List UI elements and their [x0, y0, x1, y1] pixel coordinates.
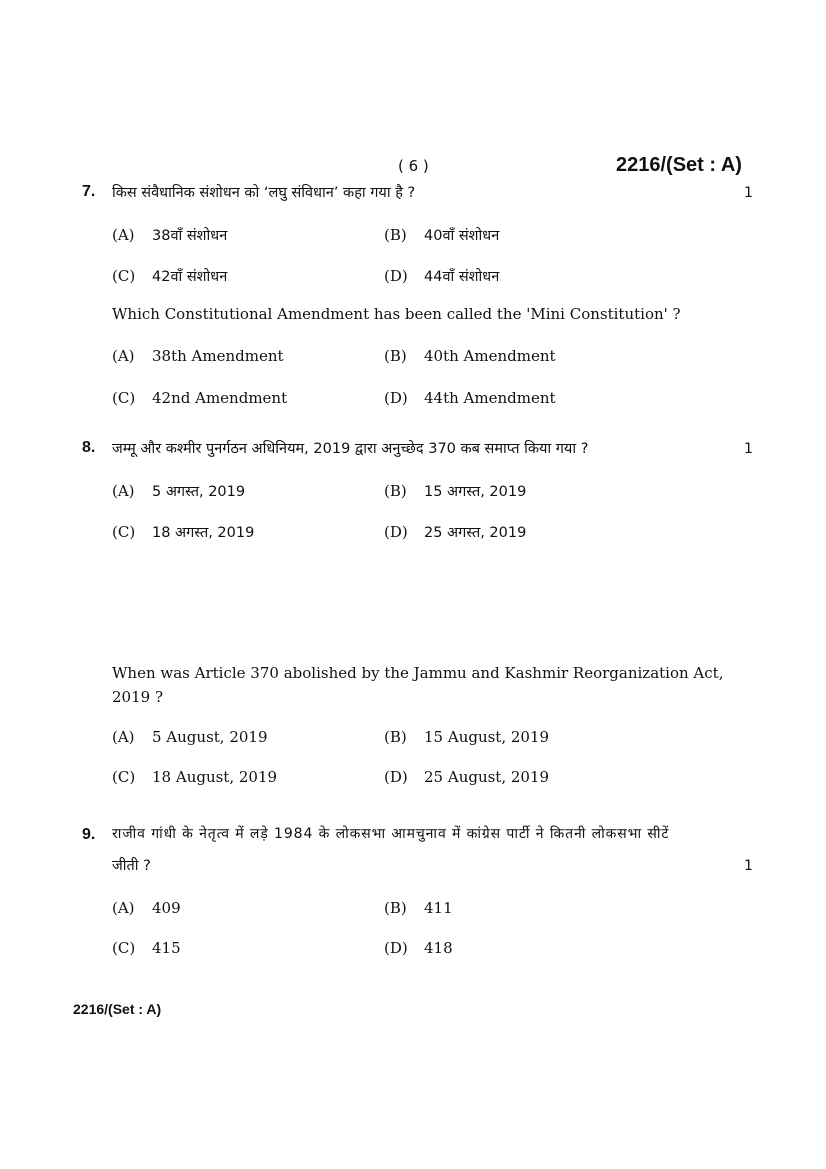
question-number: 7.: [82, 183, 96, 200]
option-b: [384, 899, 453, 917]
option-text: 15 अगस्त, 2019: [424, 484, 527, 500]
option-text: 42वाँ संशोधन: [152, 269, 228, 285]
option-text: 44th Amendment: [424, 389, 556, 407]
paper-code-header: 2216/(Set : A): [616, 154, 742, 176]
option-label: (B): [384, 728, 407, 746]
option-label: (C): [112, 267, 136, 285]
option-text: 18 अगस्त, 2019: [152, 525, 255, 541]
option-label: (B): [384, 347, 407, 365]
option-a-english: [112, 728, 268, 746]
option-text: 418: [424, 939, 453, 957]
option-label: (C): [112, 768, 136, 786]
question-number: 9.: [82, 826, 96, 843]
option-label: (A): [112, 482, 135, 500]
question-marks: 1: [744, 441, 753, 457]
option-c-hindi: [112, 522, 254, 542]
option-label: (D): [384, 267, 408, 285]
option-label: (B): [384, 482, 407, 500]
option-label: (C): [112, 389, 136, 407]
page-number: ( 6 ): [398, 157, 429, 175]
question-text-english: Which Constitutional Amendment has been called the 'Mini Constitution' ?: [112, 305, 681, 323]
option-a-english: [112, 347, 284, 365]
option-text: 5 अगस्त, 2019: [152, 484, 246, 500]
paper-code-footer: 2216/(Set : A): [73, 1001, 162, 1017]
option-label: (D): [384, 389, 408, 407]
option-text: 40वाँ संशोधन: [424, 228, 500, 244]
option-c-hindi: [112, 266, 227, 286]
option-b-english: [384, 728, 549, 746]
option-text: 44वाँ संशोधन: [424, 269, 500, 285]
option-label: (D): [384, 523, 408, 541]
option-d-hindi: [384, 522, 526, 542]
option-label: (D): [384, 939, 408, 957]
option-text: 5 August, 2019: [152, 728, 268, 746]
option-label: (B): [384, 899, 407, 917]
option-label: (C): [112, 939, 136, 957]
question-number: 8.: [82, 439, 96, 456]
option-label: (C): [112, 523, 136, 541]
option-c-english: [112, 389, 287, 407]
option-text: 415: [152, 939, 181, 957]
option-label: (A): [112, 728, 135, 746]
option-b-hindi: [384, 225, 499, 245]
option-b-english: [384, 347, 556, 365]
question-text-hindi: जम्मू और कश्मीर पुनर्गठन अधिनियम, 2019 द्वारा अनुच्छेद 370 कब समाप्त किया गया ?: [112, 441, 589, 457]
question-text-hindi: किस संवैधानिक संशोधन को ‘लघु संविधान’ कहा गया है ?: [112, 185, 416, 201]
option-d: [384, 939, 453, 957]
option-b-hindi: [384, 481, 526, 501]
option-label: (D): [384, 768, 408, 786]
option-a-hindi: [112, 225, 227, 245]
question-text-english-line1: When was Article 370 abolished by the Jammu and Kashmir Reorganization Act,: [112, 664, 724, 682]
option-label: (A): [112, 899, 135, 917]
option-text: 25 August, 2019: [424, 768, 550, 786]
option-text: 42nd Amendment: [152, 389, 288, 407]
option-text: 18 August, 2019: [152, 768, 278, 786]
question-marks: 1: [744, 185, 753, 201]
option-c: [112, 939, 181, 957]
option-label: (A): [112, 347, 135, 365]
option-d-english: [384, 768, 549, 786]
question-text-english-line2: 2019 ?: [112, 688, 163, 706]
question-marks: 1: [744, 858, 753, 874]
option-a-hindi: [112, 481, 245, 501]
question-text-hindi-line1: राजीव गांधी के नेतृत्व में लड़े 1984 के लोकसभा आमचुनाव में कांग्रेस पार्टी ने कितनी लोकसभा सीटें: [112, 826, 670, 842]
option-text: 38वाँ संशोधन: [152, 228, 228, 244]
option-text: 15 August, 2019: [424, 728, 550, 746]
option-label: (B): [384, 226, 407, 244]
option-a: [112, 899, 181, 917]
option-text: 411: [424, 899, 453, 917]
option-text: 40th Amendment: [424, 347, 556, 365]
option-text: 38th Amendment: [152, 347, 284, 365]
option-d-hindi: [384, 266, 499, 286]
option-text: 25 अगस्त, 2019: [424, 525, 527, 541]
option-d-english: [384, 389, 556, 407]
option-label: (A): [112, 226, 135, 244]
option-c-english: [112, 768, 277, 786]
option-text: 409: [152, 899, 181, 917]
question-text-hindi-line2: जीती ?: [112, 858, 151, 874]
